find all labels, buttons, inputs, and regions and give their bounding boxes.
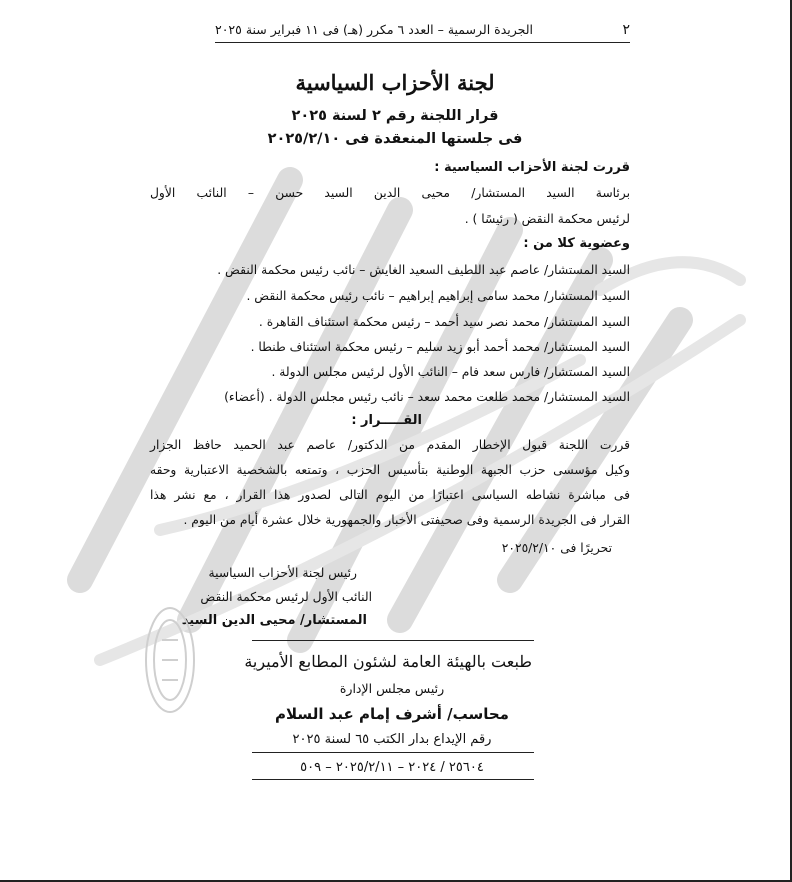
official-stamp-graphic bbox=[140, 600, 200, 720]
footer-bottom-rule bbox=[252, 779, 534, 780]
date-line: تحريرًا فى ٢٠٢٥/٢/١٠ bbox=[501, 541, 612, 555]
member-item: السيد المستشار/ عاصم عبد اللطيف السعيد الغايش – نائب رئيس محكمة النقض . bbox=[217, 263, 630, 277]
session-date: فى جلستها المنعقدة فى ٢٠٢٥/٢/١٠ bbox=[267, 131, 523, 147]
decision-heading: القـــــرار : bbox=[351, 413, 422, 428]
member-item: السيد المستشار/ فارس سعد فام – النائب الأول لرئيس مجلس الدولة . bbox=[271, 365, 630, 379]
page-number: ٢ bbox=[622, 22, 630, 38]
footer-mid-rule bbox=[252, 752, 534, 753]
members-heading: وعضوية كلا من : bbox=[523, 236, 630, 251]
decision-body-line: فى مباشرة نشاطه السياسى اعتبارًا من اليوم التالى لصدور هذا القرار ، مع نشر هذا bbox=[150, 488, 630, 502]
member-item: السيد المستشار/ محمد سامى إبراهيم إبراهيم – نائب رئيس محكمة النقض . bbox=[246, 289, 630, 303]
member-item: السيد المستشار/ محمد طلعت محمد سعد – نائب رئيس مجلس الدولة . (أعضاء) bbox=[224, 390, 630, 404]
accountant-name: محاسب/ أشرف إمام عبد السلام bbox=[275, 705, 509, 723]
chair-line-2: لرئيس محكمة النقض ( رئيسًا ) . bbox=[464, 212, 630, 226]
decision-number: قرار اللجنة رقم ٢ لسنة ٢٠٢٥ bbox=[291, 108, 499, 124]
signatory-name: المستشار/ محيى الدين السيد bbox=[181, 613, 367, 628]
chair-line-1: برئاسة السيد المستشار/ محيى الدين السيد حسن – النائب الأول bbox=[150, 186, 630, 200]
decided-heading: قررت لجنة الأحزاب السياسية : bbox=[434, 160, 630, 175]
printed-by: طبعت بالهيئة العامة لشئون المطابع الأميرية bbox=[244, 652, 532, 671]
decision-body-line: القرار فى الجريدة الرسمية وفى صحيفتى الأخبار والجمهورية خلال عشرة أيام من اليوم . bbox=[183, 513, 630, 527]
decision-body-line: وكيل مؤسسى حزب الجبهة الوطنية بتأسيس الحزب ، وتمتعه بالشخصية الاعتبارية وحقه bbox=[150, 463, 630, 477]
page-header bbox=[215, 22, 630, 43]
member-item: السيد المستشار/ محمد أحمد أبو زيد سليم – رئيس محكمة استئناف طنطا . bbox=[250, 340, 630, 354]
footer-top-rule bbox=[252, 640, 534, 641]
signature-role-2: النائب الأول لرئيس محكمة النقض bbox=[200, 590, 372, 604]
board-chair: رئيس مجلس الإدارة bbox=[339, 681, 445, 696]
member-item: السيد المستشار/ محمد نصر سيد أحمد – رئيس محكمة استئناف القاهرة . bbox=[258, 315, 630, 329]
gazette-issue-line: الجريدة الرسمية – العدد ٦ مكرر (هـ) فى ١١ فبراير سنة ٢٠٢٥ bbox=[215, 22, 533, 37]
deposit-number: رقم الإيداع بدار الكتب ٦٥ لسنة ٢٠٢٥ bbox=[292, 732, 492, 747]
decision-body-line: قررت اللجنة قبول الإخطار المقدم من الدكتور/ عاصم عبد الحميد حافظ الجزار bbox=[150, 438, 630, 452]
committee-title: لجنة الأحزاب السياسية bbox=[295, 70, 495, 95]
print-code: ٢٥٦٠٤ / ٢٠٢٤ – ٢٠٢٥/٢/١١ – ٥٠٩ bbox=[300, 760, 484, 775]
signature-role-1: رئيس لجنة الأحزاب السياسية bbox=[208, 566, 357, 580]
